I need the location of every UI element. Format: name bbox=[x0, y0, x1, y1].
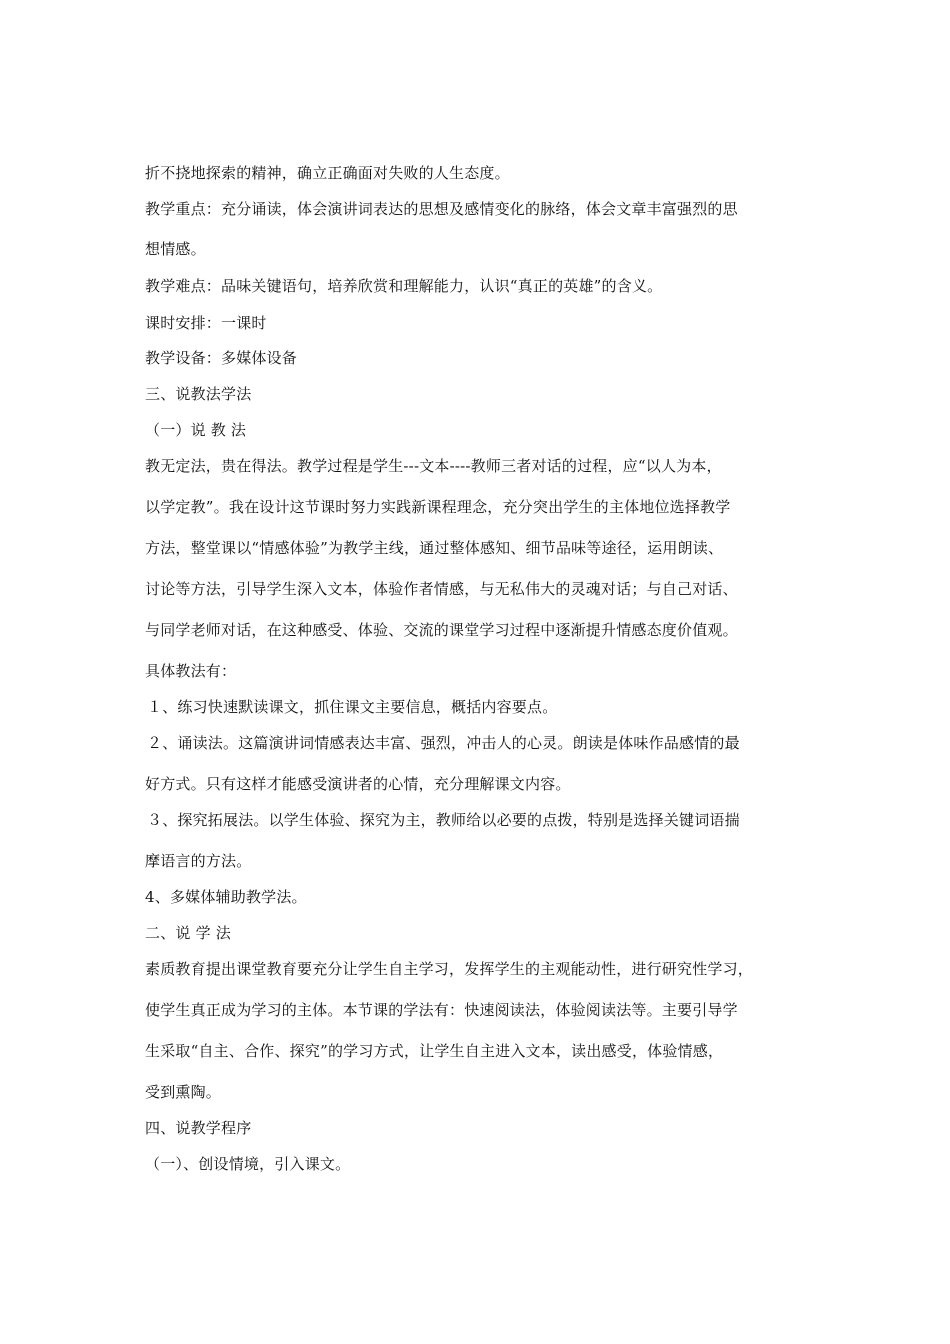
text-line: 教无定法，贵在得法。教学过程是学生---文本----教师三者对话的过程，应“以人为本， bbox=[145, 457, 722, 475]
section-heading: 二、说 学 法 bbox=[145, 924, 231, 942]
text-line: 与同学老师对话，在这种感受、体验、交流的课堂学习过程中逐渐提升情感态度价值观。 bbox=[145, 621, 738, 639]
text-line: 讨论等方法，引导学生深入文本，体验作者情感，与无私伟大的灵魂对话；与自己对话、 bbox=[145, 580, 738, 598]
list-item: ３、探究拓展法。以学生体验、探究为主，教师给以必要的点拨，特别是选择关键词语揣 bbox=[147, 811, 740, 829]
text-line: 教学难点：品味关键语句，培养欣赏和理解能力，认识“真正的英雄”的含义。 bbox=[145, 277, 663, 295]
text-line: 方法，整堂课以“情感体验”为教学主线，通过整体感知、细节品味等途径，运用朗读、 bbox=[145, 539, 724, 557]
text-line: 课时安排：一课时 bbox=[145, 314, 267, 332]
subsection-heading: （一）说 教 法 bbox=[145, 421, 247, 439]
text-line: 好方式。只有这样才能感受演讲者的心情，充分理解课文内容。 bbox=[145, 775, 571, 793]
text-line: 使学生真正成为学习的主体。本节课的学法有：快速阅读法，体验阅读法等。主要引导学 bbox=[145, 1001, 738, 1019]
text-line: 折不挠地探索的精神，确立正确面对失败的人生态度。 bbox=[145, 164, 510, 182]
list-item: ２、诵读法。这篇演讲词情感表达丰富、强烈，冲击人的心灵。朗读是体味作品感情的最 bbox=[147, 734, 740, 752]
text-line: 具体教法有： bbox=[145, 662, 237, 680]
text-line: 想情感。 bbox=[145, 240, 206, 258]
text-line: 教学重点：充分诵读，体会演讲词表达的思想及感情变化的脉络，体会文章丰富强烈的思 bbox=[145, 200, 738, 218]
list-item: 4、多媒体辅助教学法。 bbox=[145, 888, 307, 906]
list-item: １、练习快速默读课文，抓住课文主要信息，概括内容要点。 bbox=[147, 698, 558, 716]
text-line: 素质教育提出课堂教育要充分让学生自主学习，发挥学生的主观能动性，进行研究性学习， bbox=[145, 960, 754, 978]
subsection-heading: （一）、创设情境，引入课文。 bbox=[145, 1155, 351, 1173]
text-line: 受到熏陶。 bbox=[145, 1083, 222, 1101]
text-line: 摩语言的方法。 bbox=[145, 852, 252, 870]
text-line: 教学设备：多媒体设备 bbox=[145, 349, 298, 367]
section-heading: 四、说教学程序 bbox=[145, 1119, 252, 1137]
text-line: 以学定教”。我在设计这节课时努力实践新课程理念，充分突出学生的主体地位选择教学 bbox=[145, 498, 731, 516]
text-line: 生采取“自主、合作、探究”的学习方式，让学生自主进入文本，读出感受，体验情感， bbox=[145, 1042, 724, 1060]
section-heading: 三、说教法学法 bbox=[145, 385, 252, 403]
